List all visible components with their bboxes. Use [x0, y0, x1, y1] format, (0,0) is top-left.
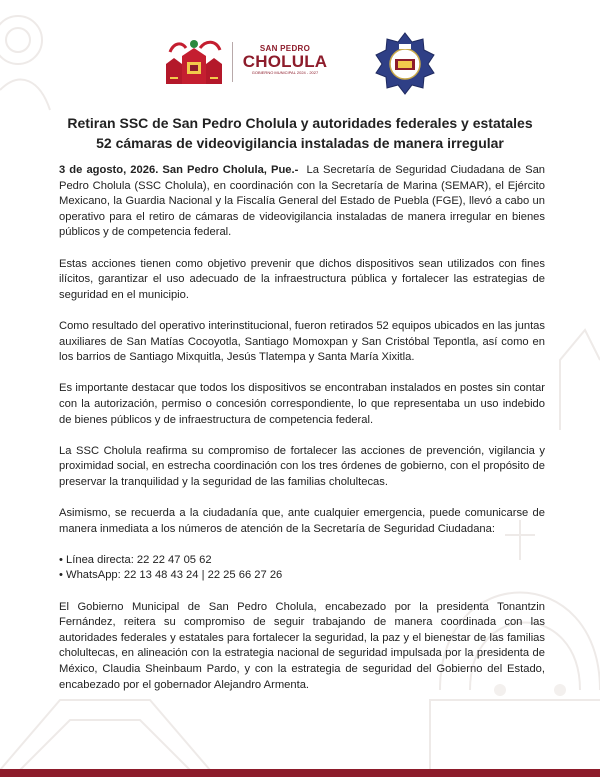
cholula-emblem-icon — [160, 38, 226, 86]
paragraph-2: Estas acciones tienen como objetivo prevenir que dichos dispositivos sean utilizados con fines ilícitos, garantizar el uso adecuado de la infraestructura pública y fortalecer las estrategias de seguridad en el municipio. — [59, 257, 545, 301]
municipal-logo-text — [240, 44, 330, 76]
paragraph-5: La SSC Cholula reafirma su compromiso de fortalecer las acciones de prevención, vigilancia y proximidad social, en estrecha coordinación con los tres órdenes de gobierno, con el propósito de preservar la tranquilidad y la seguridad de las familias cholultecas. — [59, 444, 545, 488]
contact-list — [59, 553, 545, 584]
contact-direct-line: • Línea directa: 22 22 47 05 62 — [59, 553, 212, 566]
logo-tagline: GOBIERNO MUNICIPAL 2024 - 2027 — [251, 70, 319, 75]
headline — [40, 113, 560, 153]
headline-line-2: 52 cámaras de videovigilancia instaladas de manera irregular — [96, 135, 504, 151]
paragraph-4: Es importante destacar que todos los dispositivos se encontraban instalados en postes sin contar con la autorización, permiso o concesión correspondiente, lo que representaba un uso indebido de bienes públicos y de infraestructura de competencia federal. — [59, 382, 545, 426]
logo-big-text: CHOLULA — [242, 52, 328, 71]
letterhead — [0, 34, 600, 94]
footer-bar — [0, 769, 600, 777]
police-badge-icon — [373, 31, 437, 95]
paragraph-7: El Gobierno Municipal de San Pedro Cholula, encabezado por la presidenta Tonantzin Fernández, reitera su compromiso de seguir trabajando de manera coordinada con las autoridades federales y estatales para fortalecer la seguridad, la paz y el bienestar de las familias cholultecas, en alineación con la estrategia nacional de seguridad impulsada por la presidenta de México, Claudia Sheinbaum Pardo, y con la estrategia de seguridad del Gobierno del Estado, encabezado por el gobernador Alejandro Armenta. — [59, 600, 545, 691]
contact-whatsapp: • WhatsApp: 22 13 48 43 24 | 22 25 66 27 26 — [59, 569, 283, 582]
dateline: 3 de agosto, 2026. San Pedro Cholula, Pue.- — [59, 164, 299, 176]
paragraph-3: Como resultado del operativo interinstitucional, fueron retirados 52 equipos ubicados en las juntas auxiliares de San Matías Cocoyotla, Santiago Momoxpan y San Cristóbal Tepontla, así como en los barrios de Santiago Mixquitla, Jesús Tlatempa y Santa María Xixitla. — [59, 319, 545, 364]
headline-line-1: Retiran SSC de San Pedro Cholula y autoridades federales y estatales — [67, 115, 533, 131]
paragraph-intro — [59, 163, 545, 241]
logo-small-text: SAN PEDRO — [259, 44, 311, 53]
paragraph-1-text: La Secretaría de Seguridad Ciudadana de San Pedro Cholula (SSC Cholula), en coordinación con la Secretaría de Marina (SEMAR), el Ejército Mexicano, la Guardia Nacional y la Fiscalía General del Estado de Puebla (FGE), llevó a cabo un operativo para el retiro de cámaras de videovigilancia instaladas de manera irregular en bienes públicos y de competencia federal. — [59, 164, 546, 239]
article-body — [59, 163, 545, 693]
logo-divider — [232, 42, 233, 82]
paragraph-6: Asimismo, se recuerda a la ciudadanía que, ante cualquier emergencia, puede comunicarse de manera inmediata a los números de atención de la Secretaría de Seguridad Ciudadana: — [59, 507, 545, 535]
